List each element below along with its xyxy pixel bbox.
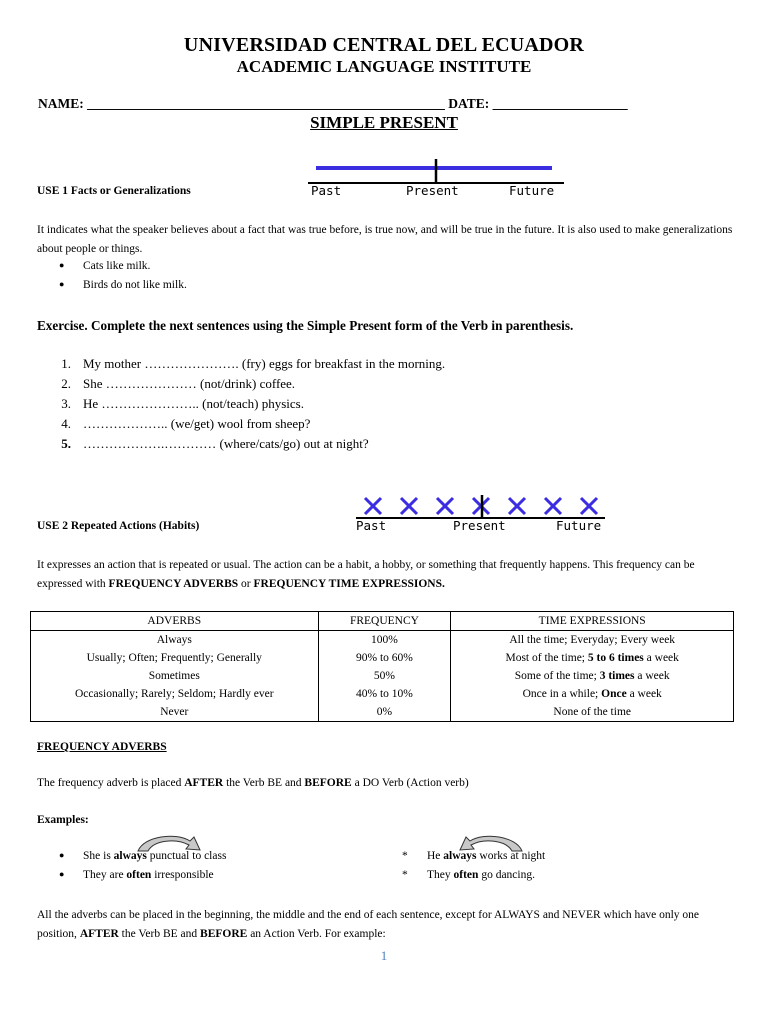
exercise-item bbox=[61, 356, 446, 372]
cell-frequency: 40% to 10% bbox=[318, 685, 451, 703]
rule-bold: BEFORE bbox=[304, 777, 352, 789]
cell-frequency: 50% bbox=[318, 667, 451, 685]
frequency-table bbox=[30, 611, 734, 722]
item-text: coffee. bbox=[256, 376, 296, 391]
example-item: * They often go dancing. bbox=[402, 869, 535, 881]
use1-heading: USE 1 Facts or Generalizations bbox=[37, 185, 191, 197]
x-mark bbox=[545, 498, 561, 514]
use2-bold: FREQUENCY TIME EXPRESSIONS. bbox=[253, 578, 445, 590]
page-title: SIMPLE PRESENT bbox=[310, 113, 458, 132]
item-verb: (not/teach) bbox=[202, 396, 259, 411]
cell-adverbs: Occasionally; Rarely; Seldom; Hardly ever bbox=[31, 685, 319, 703]
item-number: 4. bbox=[61, 416, 71, 431]
date-blank[interactable]: ____________________ bbox=[492, 96, 628, 111]
final-paragraph: All the adverbs can be placed in the beginning, the middle and the end of each sentence, except for ALWAYS and NEVER which have only one position, AFTER the Verb BE and BEFORE an Action Verb. For example: bbox=[37, 909, 700, 940]
university-title: UNIVERSIDAD CENTRAL DEL ECUADOR bbox=[183, 34, 585, 56]
item-text: He bbox=[83, 396, 102, 411]
use1-bullet bbox=[59, 279, 187, 291]
item-text: physics. bbox=[258, 396, 304, 411]
exercise-item bbox=[61, 376, 296, 392]
cell-adverbs: Always bbox=[31, 631, 319, 650]
answer-blank[interactable]: ………………….. bbox=[101, 396, 199, 411]
table-row bbox=[31, 649, 734, 667]
x-mark bbox=[581, 498, 597, 514]
x-mark bbox=[437, 498, 453, 514]
bullet-text: Birds do not like milk. bbox=[83, 279, 187, 291]
cell-time-expression: None of the time bbox=[451, 703, 734, 722]
answer-blank[interactable]: …………………. bbox=[144, 356, 239, 371]
institute-title: ACADEMIC LANGUAGE INSTITUTE bbox=[236, 57, 532, 76]
rule-bold: AFTER bbox=[184, 777, 224, 789]
cell-time-expression: All the time; Everyday; Every week bbox=[451, 631, 734, 650]
cell-adverbs: Sometimes bbox=[31, 667, 319, 685]
use2-text bbox=[37, 556, 737, 594]
table-row bbox=[31, 631, 734, 650]
use2-text-part: It expresses an action that is repeated or usual. The action can be a habit, a hobby, or something that frequently happens. This frequency can be expressed with bbox=[37, 559, 695, 590]
cell-time-expression: Some of the time; 3 times a week bbox=[451, 667, 734, 685]
example-item: ● They are often irresponsible bbox=[59, 869, 214, 881]
answer-blank[interactable]: ………………… bbox=[105, 376, 197, 391]
item-verb: (fry) bbox=[241, 356, 266, 371]
col-header-adverbs: ADVERBS bbox=[31, 612, 319, 631]
col-header-time-expressions: TIME EXPRESSIONS bbox=[451, 612, 734, 631]
exercise-item bbox=[61, 396, 304, 412]
use2-bold: FREQUENCY ADVERBS bbox=[108, 578, 239, 590]
use2-heading: USE 2 Repeated Actions (Habits) bbox=[37, 520, 200, 532]
rule-text: a DO Verb (Action verb) bbox=[351, 777, 469, 789]
table-row bbox=[31, 685, 734, 703]
item-number: 3. bbox=[61, 396, 71, 411]
name-blank[interactable]: _____________________________________________________ bbox=[87, 96, 445, 111]
cell-frequency: 100% bbox=[318, 631, 451, 650]
examples-label: Examples: bbox=[37, 814, 89, 826]
x-mark bbox=[401, 498, 417, 514]
col-header-frequency: FREQUENCY bbox=[318, 612, 451, 631]
rule-text: the Verb BE and bbox=[223, 777, 305, 789]
cell-frequency: 0% bbox=[318, 703, 451, 722]
x-mark bbox=[509, 498, 525, 514]
table-header-row bbox=[31, 612, 734, 631]
bullet-text: Cats like milk. bbox=[83, 260, 151, 272]
bullet-dot: ● bbox=[59, 260, 65, 270]
cell-adverbs: Usually; Often; Frequently; Generally bbox=[31, 649, 319, 667]
item-verb: (where/cats/go) bbox=[219, 436, 301, 451]
item-verb: (not/drink) bbox=[200, 376, 257, 391]
cell-frequency: 90% to 60% bbox=[318, 649, 451, 667]
item-verb: (we/get) bbox=[170, 416, 215, 431]
use1-bullet bbox=[59, 260, 151, 272]
answer-blank[interactable]: ……………….………… bbox=[83, 436, 217, 451]
use2-text-part: or bbox=[238, 578, 254, 590]
date-label: DATE: bbox=[448, 96, 490, 111]
timeline-future-label: Future bbox=[556, 518, 602, 533]
timeline-past-label: Past bbox=[311, 183, 342, 198]
item-number: 1. bbox=[61, 356, 71, 371]
table-row bbox=[31, 703, 734, 722]
item-text: My mother bbox=[83, 356, 145, 371]
name-date-line bbox=[38, 96, 628, 112]
exercise-item bbox=[61, 416, 311, 432]
page-number: 1 bbox=[380, 948, 388, 963]
cell-time-expression: Most of the time; 5 to 6 times a week bbox=[451, 649, 734, 667]
timeline-use1 bbox=[308, 155, 568, 200]
cell-time-expression: Once in a while; Once a week bbox=[451, 685, 734, 703]
timeline-present-label: Present bbox=[453, 518, 506, 533]
asterisk-marker: * bbox=[402, 869, 408, 881]
use1-text: It indicates what the speaker believes about a fact that was true before, is true now, and will be true in the future. It is also used to make generalizations about people or things. bbox=[37, 224, 733, 255]
item-number: 2. bbox=[61, 376, 71, 391]
table-row bbox=[31, 667, 734, 685]
item-text: She bbox=[83, 376, 106, 391]
rule-text: The frequency adverb is placed bbox=[37, 777, 185, 789]
item-text: out at night? bbox=[300, 436, 369, 451]
timeline-past-label: Past bbox=[356, 518, 387, 533]
frequency-adverb-rule bbox=[37, 777, 469, 789]
name-label: NAME: bbox=[38, 96, 84, 111]
x-mark bbox=[365, 498, 381, 514]
timeline-future-label: Future bbox=[509, 183, 555, 198]
example-item: * He always works at night bbox=[402, 850, 546, 862]
timeline-present-label: Present bbox=[406, 183, 459, 198]
cell-adverbs: Never bbox=[31, 703, 319, 722]
frequency-adverbs-heading: FREQUENCY ADVERBS bbox=[37, 741, 167, 753]
item-text: eggs for breakfast in the morning. bbox=[265, 356, 446, 371]
asterisk-marker: * bbox=[402, 850, 408, 862]
bullet-dot: ● bbox=[59, 850, 65, 860]
exercise-title: Exercise. Complete the next sentences using the Simple Present form of the Verb in parenthesis. bbox=[37, 318, 574, 333]
exercise-item bbox=[61, 436, 369, 452]
item-text: wool from sheep? bbox=[214, 416, 311, 431]
answer-blank[interactable]: ……………….. bbox=[83, 416, 168, 431]
bullet-dot: ● bbox=[59, 869, 65, 879]
item-number: 5. bbox=[61, 436, 71, 451]
timeline-use2 bbox=[353, 493, 613, 538]
bullet-dot: ● bbox=[59, 279, 65, 289]
example-item: ● She is always punctual to class bbox=[59, 850, 227, 862]
